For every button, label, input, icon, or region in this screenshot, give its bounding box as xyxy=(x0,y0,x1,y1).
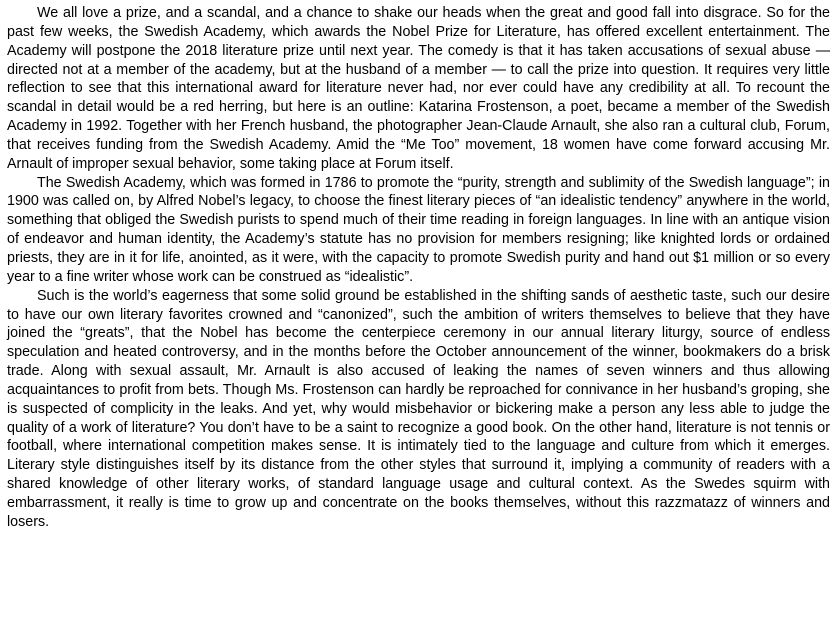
paragraph: We all love a prize, and a scandal, and a chance to shake our heads when the great and good fall into disgrace. So for the past few weeks, the Swedish Academy, which awards the Nobel Prize for Literature, has offered excellent entertainment. The Academy will postpone the 2018 literature prize until next year. The comedy is that it has taken accusations of sexual abuse — directed not at a member of the academy, but at the husband of a member — to call the prize into question. It requires very little reflection to see that this international award for literature never had, nor ever could have any credibility at all. To recount the scandal in detail would be a red herring, but here is an outline: Katarina Frostenson, a poet, became a member of the Swedish Academy in 1992. Together with her French husband, the photographer Jean-Claude Arnault, she also ran a cultural club, Forum, that receives funding from the Swedish Academy. Amid the “Me Too” movement, 18 women have come forward accusing Mr. Arnault of improper sexual behavior, some taking place at Forum itself. xyxy=(7,5,830,172)
paragraph: Such is the world’s eagerness that some solid ground be established in the shifting sands of aesthetic taste, such our desire to have our own literary favorites crowned and “canonized”, such the ambition of writers themselves to believe that they have joined the “greats”, that the Nobel has become the centerpiece ceremony in our annual literary liturgy, source of endless speculation and heated controversy, and in the months before the October announcement of the winner, bookmakers do a brisk trade. Along with sexual assault, Mr. Arnault is also accused of leaking the names of seven winners and thus allowing acquaintances to profit from bets. Though Ms. Frostenson can hardly be reproached for connivance in her husband’s groping, she is suspected of complicity in the leaks. And yet, why would misbehavior or bickering make a person any less able to judge the quality of a work of literature? You don’t have to be a saint to recognize a good book. On the other hand, literature is not tennis or football, where international competition makes sense. It is intimately tied to the language and culture from which it emerges. Literary style distinguishes itself by its distance from the other styles that surround it, implying a community of readers with a shared knowledge of other literary works, of standard language usage and cultural context. As the Swedes squirm with embarrassment, it really is time to grow up and concentrate on the books themselves, without this razzmatazz of winners and losers. xyxy=(7,287,830,530)
paragraph: The Swedish Academy, which was formed in 1786 to promote the “purity, strength and sublimity of the Swedish language”; in 1900 was called on, by Alfred Nobel’s legacy, to choose the finest literary pieces of “an idealistic tendency” anywhere in the world, something that obliged the Swedish purists to spend much of their time reading in foreign languages. In line with an antique vision of endeavor and human identity, the Academy’s statute has no provision for members resigning; like knighted lords or ordained priests, they are in it for life, anointed, as it were, with the capacity to promote Swedish purity and hand out $1 million or so every year to a fine writer whose work can be construed as “idealistic”. xyxy=(7,174,830,285)
